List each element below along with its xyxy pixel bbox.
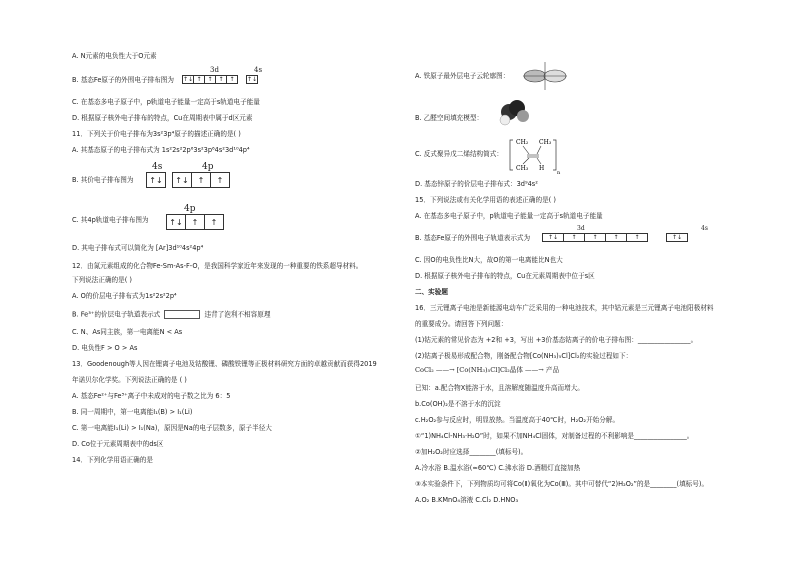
question-15: 15．下列说法或有关化学用语的表述正确的是( ) [415,196,556,204]
orbital-label: 3d [210,66,219,74]
option-b: B. 乙醛空间填充模型： [415,114,484,122]
orbital-label: 4s [152,162,163,172]
orbital-box: ↑ [191,172,211,188]
note-a: 已知：a.配合物X能溶于水，且溶解度随温度升高而增大。 [415,384,584,392]
orbital-diagram [164,310,200,319]
option-a: A. N元素的电负性大于O元素 [72,52,157,60]
orbital-box: ↑↓ [166,214,186,230]
orbital-diagram [166,214,224,230]
svg-text:H: H [539,165,545,172]
option-c: C. 因O的电负性比N大，故O的第一电离能比N也大 [415,256,563,264]
question-16-cont: 的重要成分。请回答下列问题： [415,320,508,328]
orbital-box: ↑ [204,75,216,84]
orbital-box: ↑ [563,233,585,242]
option-a: A. 铁原子最外层电子云轮廓图： [415,72,510,80]
option-c: C. 在基态多电子原子中，p轨道电子能量一定高于s轨道电子能量 [72,98,260,106]
option-d: D. 根据原子核外电子排布的特点，Cu在周期表中属于d区元素 [72,114,253,122]
orbital-box: ↑↓ [146,172,166,188]
orbital-box: ↑↓ [172,172,192,188]
orbital-box: ↑ [193,75,205,84]
question-11: 11．下列关于价电子排布为3s²3p⁴原子的描述正确的是( ) [72,130,241,138]
option-b: B. 其价电子排布图为 [72,176,134,184]
option-b: B. 基态Fe原子的外围电子排布图为 [72,76,174,84]
subquestion-3: ③本实验条件下，下列物质均可将Co(Ⅱ)氧化为Co(Ⅲ)。其中可替代“2)H₂O₂”的是________(填标号)。 [415,480,709,488]
option-c: C. 其4p轨道电子排布图为 [72,216,149,224]
option-c: C. 第一电离能I₁(Li) > I₁(Na)，原因是Na的电子层数多，原子半径大 [72,424,272,432]
orbital-box: ↑↓ [542,233,564,242]
option-d: D. 其电子排布式可以简化为 [Ar]3d¹⁰4s²4p⁴ [72,244,204,252]
option-d: D. 根据原子核外电子排布的特点，Cu在元素周期表中位于s区 [415,272,595,280]
note-b: b.Co(OH)₂是不溶于水的沉淀 [415,400,501,408]
option-b: B. 同一周期中，第一电离能I₁(B) > I₁(Li) [72,408,193,416]
svg-text:CH₃: CH₃ [516,165,529,172]
subquestion-2-options: A.冷水浴 B.温水浴(≈60℃) C.沸水浴 D.酒精灯直接加热 [415,464,581,472]
svg-text:CH₂: CH₂ [516,139,529,146]
part-2: (2)钴离子极易形成配合物，刚备配合物[Co(NH₃)₅Cl]Cl₂的实验过程如下： [415,352,633,360]
orbital-box: ↑ [185,214,205,230]
orbital-box: ↑ [626,233,648,242]
orbital-box: ↑↓ [183,76,194,83]
subquestion-1: ①“1)NH₄Cl-NH₃·H₂O”时，如果不加NH₄Cl固体，对制备过程的不利影响是________________。 [415,432,694,440]
orbital-label: 4p [202,162,214,172]
option-d: D. Co位于元素周期表中的ds区 [72,440,164,448]
p-orbital-figure [523,62,567,90]
option-b-post: 违背了泡利不相容原理 [204,310,271,319]
orbital-diagram [542,233,688,242]
question-16: 16．三元锂离子电池是新能源电动车广泛采用的一种电池技术，其中钴元素是三元锂离子电池阳极材料 [415,304,714,312]
orbital-label: 4s [254,66,263,74]
part-1: (1)钴元素的常见价态为 +2和 +3，写出 +3价基态钴离子的价电子排布图：________________。 [415,336,698,344]
question-12: 12．由氮元素组成的化合物Fe-Sm-As-F-O，是我国科学家近年来发现的一种重要的铁系超导材料。 [72,262,363,270]
flow-diagram: CoCl₂ ——→ [Co(NH₃)₅Cl]Cl₂晶体 ——→ 产品 [415,366,560,374]
orbital-box: ↑ [204,214,224,230]
option-b-pre: B. Fe³⁺的价层电子轨道表示式 [72,310,161,319]
orbital-diagram [182,75,258,84]
orbital-box: ↑ [605,233,627,242]
question-13-cont: 年诺贝尔化学奖。下列说法正确的是 ( ) [72,376,187,384]
orbital-label: 3d [577,225,585,232]
orbital-box: ↑ [210,172,230,188]
option-c: C. N、As同主族，第一电离能N < As [72,328,183,336]
orbital-label: 4s [701,225,708,232]
question-13: 13．Goodenough等人因在锂离子电池及钴酸锂、磷酸铁锂等正极材料研究方面的卓越贡献而获得2019 [72,360,377,368]
option-d: D. 基态锌原子的价层电子排布式：3d⁹4s² [415,180,538,188]
orbital-box: ↑ [226,75,238,84]
option-b [72,310,270,319]
section-heading: 二、实验题 [415,288,448,296]
orbital-diagram [146,172,230,188]
polymer-structure [507,134,561,176]
option-a: A. 其基态原子的电子排布式为 1s²2s²2p⁶3s²3p⁶4s²3d¹⁰4p⁴ [72,146,250,154]
svg-text:CH₃: CH₃ [539,139,552,146]
option-b: B. 基态Fe原子的外围电子轨道表示式为 [415,234,531,242]
orbital-box: ↑ [584,233,606,242]
orbital-box: ↑↓ [247,76,258,83]
option-a: A. O的价层电子排布式为1s²2s²2p⁴ [72,292,177,300]
orbital-label: 4p [184,204,196,214]
subquestion-3-options: A.O₂ B.KMnO₄溶液 C.Cl₂ D.HNO₃ [415,496,519,504]
acetaldehyde-model [497,98,531,128]
orbital-box: ↑ [215,75,227,84]
question-12-cont: 下列说法正确的是( ) [72,276,132,284]
option-a: A. 在基态多电子原子中，p轨道电子能量一定高于s轨道电子能量 [415,212,603,220]
option-d: D. 电负性F > O > As [72,344,138,352]
question-14: 14．下列化学用语正确的是 [72,456,153,464]
orbital-box: ↑↓ [666,233,688,242]
note-c: c.H₂O₂参与反应时，明显放热。当温度高于40℃时，H₂O₂开始分解。 [415,416,620,424]
svg-text:n: n [557,170,561,176]
option-c: C. 反式聚异戊二烯结构简式： [415,150,503,158]
subquestion-2: ②加H₂O₂时应选择________(填标号)。 [415,448,528,456]
option-a: A. 基态Fe²⁺与Fe³⁺离子中未成对的电子数之比为 6：5 [72,392,231,400]
